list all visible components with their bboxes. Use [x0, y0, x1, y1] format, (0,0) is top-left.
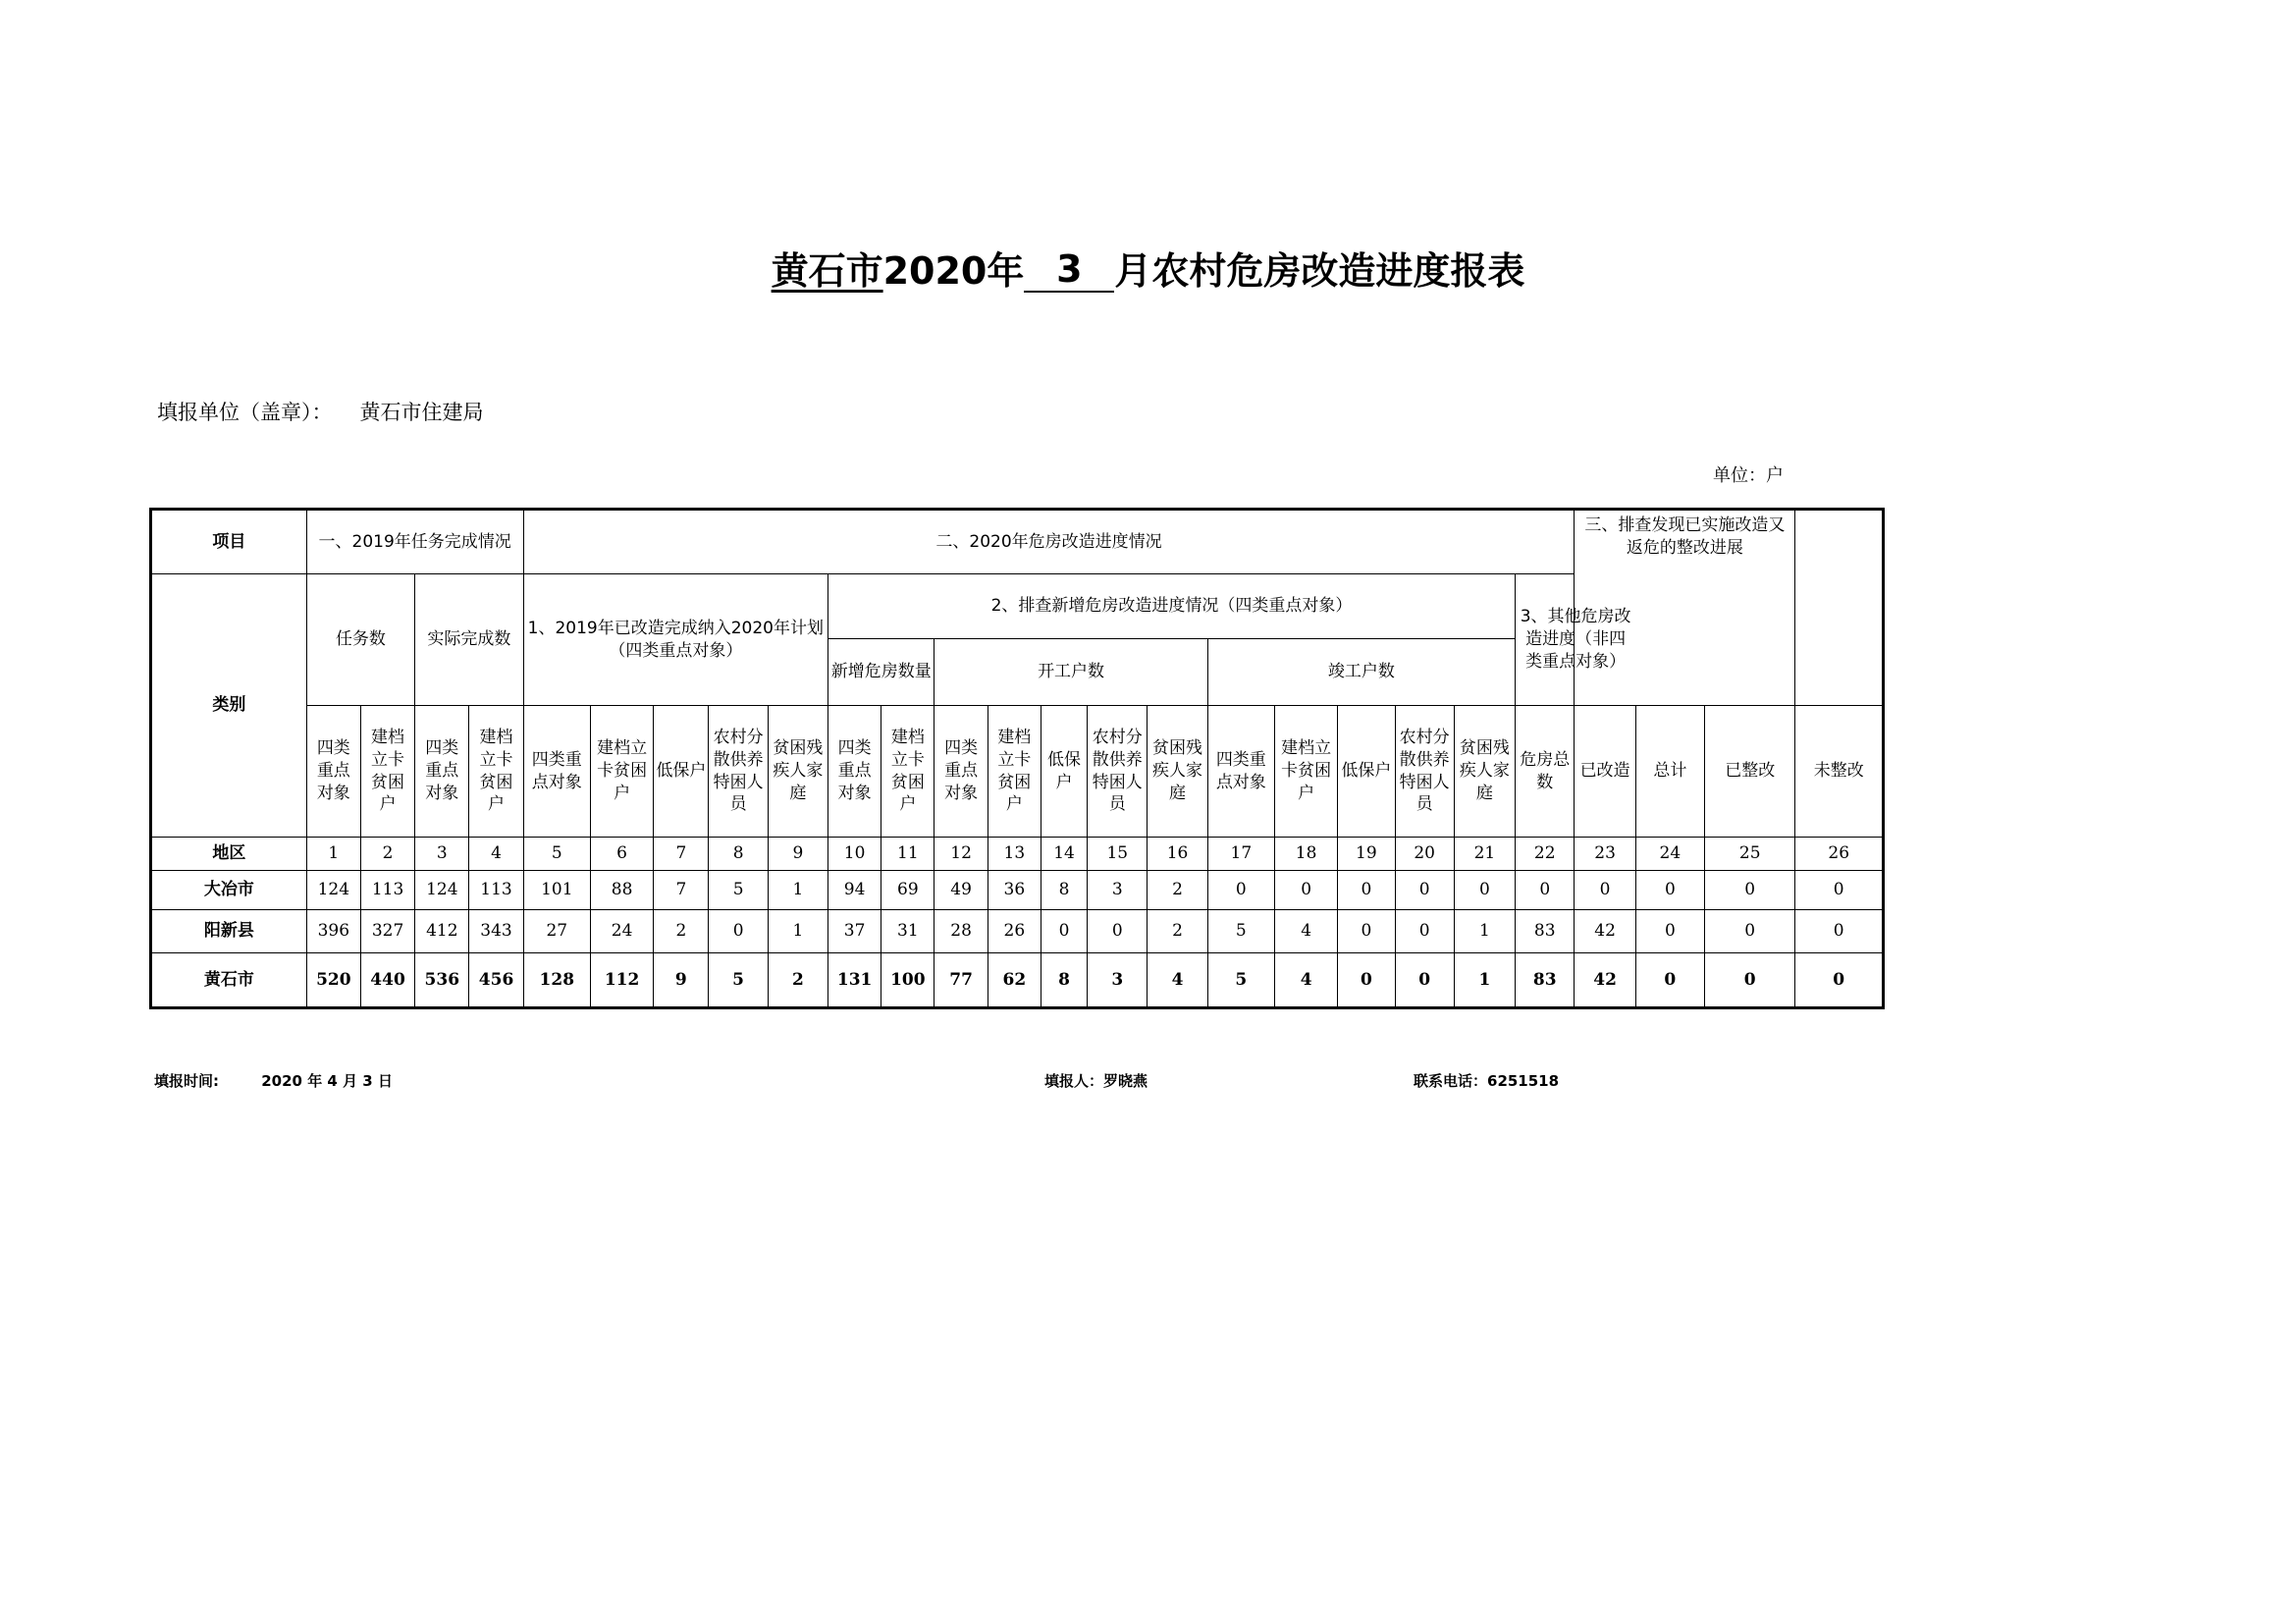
header-item: 项目 [151, 510, 307, 574]
table-cell: 8 [1041, 953, 1087, 1008]
col-5: 四类重点对象 [523, 706, 590, 838]
table-cell: 28 [934, 910, 988, 953]
header-completed: 竣工户数 [1207, 639, 1515, 706]
table-cell: 19 [1338, 838, 1395, 871]
header-section-2: 二、2020年危房改造进度情况 [523, 510, 1575, 574]
header-actual-done: 实际完成数 [415, 574, 523, 706]
table-cell: 6 [590, 838, 653, 871]
table-cell: 7 [654, 838, 709, 871]
col-2: 建档立卡贫困户 [360, 706, 414, 838]
table-cell: 2 [654, 910, 709, 953]
table-cell: 0 [1041, 910, 1087, 953]
table-cell: 5 [1207, 953, 1274, 1008]
table-cell: 3 [1088, 871, 1148, 910]
col-21: 贫困残疾人家庭 [1454, 706, 1515, 838]
table-cell: 14 [1041, 838, 1087, 871]
header-section-1: 一、2019年任务完成情况 [306, 510, 523, 574]
table-cell: 0 [1635, 871, 1704, 910]
footer-filler: 填报人：罗晓燕 [1044, 1072, 1148, 1090]
table-cell: 69 [881, 871, 934, 910]
col-8: 农村分散供养特困人员 [709, 706, 768, 838]
table-body [151, 838, 1884, 1008]
row-label: 阳新县 [151, 910, 307, 953]
table-cell: 124 [306, 871, 360, 910]
table-cell: 1 [768, 910, 828, 953]
table-cell: 113 [360, 871, 414, 910]
col-19: 低保户 [1338, 706, 1395, 838]
col-15: 农村分散供养特困人员 [1088, 706, 1148, 838]
table-cell: 26 [988, 910, 1041, 953]
table-cell: 20 [1395, 838, 1454, 871]
title-year: 2020年 [882, 249, 1025, 293]
table-cell: 4 [1274, 953, 1337, 1008]
header-section-3: 三、排查发现已实施改造又返危的整改进展 [1575, 510, 1795, 706]
row-label: 黄石市 [151, 953, 307, 1008]
table-cell: 25 [1705, 838, 1795, 871]
table-cell: 0 [1454, 871, 1515, 910]
table-cell: 1 [1454, 910, 1515, 953]
table-cell: 0 [1635, 953, 1704, 1008]
table-cell: 31 [881, 910, 934, 953]
table-cell: 3 [1088, 953, 1148, 1008]
table-cell: 62 [988, 953, 1041, 1008]
col-7: 低保户 [654, 706, 709, 838]
table-cell: 0 [1705, 910, 1795, 953]
table-cell: 5 [1207, 910, 1274, 953]
table-cell: 2 [1148, 871, 1207, 910]
table-cell: 2 [360, 838, 414, 871]
table-cell: 520 [306, 953, 360, 1008]
table-cell: 0 [1705, 871, 1795, 910]
table-cell: 2 [768, 953, 828, 1008]
table-cell: 0 [1088, 910, 1148, 953]
table-row [151, 910, 1884, 953]
col-22: 危房总数 [1516, 706, 1575, 838]
table-cell: 4 [1148, 953, 1207, 1008]
table-cell: 16 [1148, 838, 1207, 871]
col-17: 四类重点对象 [1207, 706, 1274, 838]
col-9: 贫困残疾人家庭 [768, 706, 828, 838]
table-cell: 4 [469, 838, 523, 871]
table-cell: 112 [590, 953, 653, 1008]
table-cell: 3 [415, 838, 469, 871]
table-cell: 94 [828, 871, 881, 910]
table-cell: 0 [1795, 871, 1884, 910]
table-cell: 24 [590, 910, 653, 953]
col-11: 建档立卡贫困户 [881, 706, 934, 838]
table-cell: 5 [709, 953, 768, 1008]
col-13: 建档立卡贫困户 [988, 706, 1041, 838]
header-category: 类别 [151, 574, 307, 838]
header-sub-2: 2、排查新增危房改造进度情况（四类重点对象） [828, 574, 1516, 639]
col-23: 已改造 [1575, 706, 1635, 838]
table-cell: 0 [1575, 871, 1635, 910]
table-cell: 1 [768, 871, 828, 910]
table-cell: 5 [523, 838, 590, 871]
table-cell: 11 [881, 838, 934, 871]
table-cell: 456 [469, 953, 523, 1008]
table-cell: 4 [1274, 910, 1337, 953]
table-cell: 83 [1516, 910, 1575, 953]
table-cell: 0 [1705, 953, 1795, 1008]
footer-time [154, 1070, 393, 1091]
table-cell: 0 [1395, 953, 1454, 1008]
table-cell: 24 [1635, 838, 1704, 871]
col-20: 农村分散供养特困人员 [1395, 706, 1454, 838]
report-title [0, 247, 2296, 293]
table-cell: 327 [360, 910, 414, 953]
col-14: 低保户 [1041, 706, 1087, 838]
title-suffix: 月农村危房改造进度报表 [1114, 249, 1525, 293]
table-cell: 100 [881, 953, 934, 1008]
title-month: 3 [1024, 247, 1114, 293]
row-label: 大冶市 [151, 871, 307, 910]
table-cell: 36 [988, 871, 1041, 910]
table-cell: 2 [1148, 910, 1207, 953]
table-cell: 9 [654, 953, 709, 1008]
header-task-count: 任务数 [306, 574, 414, 706]
table-cell: 42 [1575, 953, 1635, 1008]
table-cell: 412 [415, 910, 469, 953]
col-6: 建档立卡贫困户 [590, 706, 653, 838]
table-cell: 8 [1041, 871, 1087, 910]
filing-unit-value: 黄石市住建局 [359, 401, 484, 424]
table-row [151, 953, 1884, 1008]
table-cell: 1 [1454, 953, 1515, 1008]
table-cell: 0 [709, 910, 768, 953]
table-cell: 15 [1088, 838, 1148, 871]
table-cell: 0 [1516, 871, 1575, 910]
table-row [151, 838, 1884, 871]
table-cell: 0 [1395, 910, 1454, 953]
table-cell: 1 [306, 838, 360, 871]
table-cell: 9 [768, 838, 828, 871]
col-24: 总计 [1635, 706, 1704, 838]
title-city: 黄石市 [771, 249, 883, 293]
col-18: 建档立卡贫困户 [1274, 706, 1337, 838]
filing-unit-label: 填报单位（盖章）： [157, 401, 333, 424]
table-cell: 0 [1795, 953, 1884, 1008]
table-cell: 124 [415, 871, 469, 910]
table-cell: 0 [1395, 871, 1454, 910]
header-started: 开工户数 [934, 639, 1207, 706]
col-3: 四类重点对象 [415, 706, 469, 838]
col-26: 未整改 [1795, 706, 1884, 838]
table-cell: 0 [1795, 910, 1884, 953]
header-sub-3: 3、其他危房改造进度（非四类重点对象） [1516, 574, 1636, 706]
table-cell: 22 [1516, 838, 1575, 871]
header-sub-1: 1、2019年已改造完成纳入2020年计划（四类重点对象） [523, 574, 828, 706]
table-cell: 396 [306, 910, 360, 953]
header-new-count: 新增危房数量 [828, 639, 934, 706]
table-cell: 0 [1338, 910, 1395, 953]
col-12: 四类重点对象 [934, 706, 988, 838]
table-cell: 0 [1338, 871, 1395, 910]
col-1: 四类重点对象 [306, 706, 360, 838]
col-10: 四类重点对象 [828, 706, 881, 838]
table-cell: 536 [415, 953, 469, 1008]
unit-note: 单位：户 [1713, 465, 1784, 486]
table-cell: 0 [1207, 871, 1274, 910]
table-cell: 7 [654, 871, 709, 910]
table-row [151, 871, 1884, 910]
table-cell: 77 [934, 953, 988, 1008]
col-4: 建档立卡贫困户 [469, 706, 523, 838]
table-cell: 10 [828, 838, 881, 871]
table-cell: 128 [523, 953, 590, 1008]
progress-table [149, 508, 1885, 1009]
footer-time-value: 2020 年 4 月 3 日 [261, 1072, 393, 1090]
table-cell: 113 [469, 871, 523, 910]
footer-phone: 联系电话：6251518 [1414, 1072, 1560, 1090]
table-cell: 131 [828, 953, 881, 1008]
row-label: 地区 [151, 838, 307, 871]
table-cell: 42 [1575, 910, 1635, 953]
table-cell: 101 [523, 871, 590, 910]
footer-time-label: 填报时间: [154, 1072, 219, 1090]
table-cell: 18 [1274, 838, 1337, 871]
table-cell: 0 [1338, 953, 1395, 1008]
table-cell: 0 [1274, 871, 1337, 910]
col-25: 已整改 [1705, 706, 1795, 838]
table-cell: 8 [709, 838, 768, 871]
table-cell: 17 [1207, 838, 1274, 871]
table-cell: 5 [709, 871, 768, 910]
table-cell: 0 [1635, 910, 1704, 953]
table-cell: 88 [590, 871, 653, 910]
table-cell: 27 [523, 910, 590, 953]
table-cell: 13 [988, 838, 1041, 871]
table-cell: 26 [1795, 838, 1884, 871]
table-cell: 37 [828, 910, 881, 953]
table-cell: 49 [934, 871, 988, 910]
table-cell: 440 [360, 953, 414, 1008]
table-cell: 343 [469, 910, 523, 953]
table-cell: 12 [934, 838, 988, 871]
table-cell: 23 [1575, 838, 1635, 871]
table-cell: 21 [1454, 838, 1515, 871]
table-cell: 83 [1516, 953, 1575, 1008]
filing-unit [157, 397, 511, 426]
col-16: 贫困残疾人家庭 [1148, 706, 1207, 838]
